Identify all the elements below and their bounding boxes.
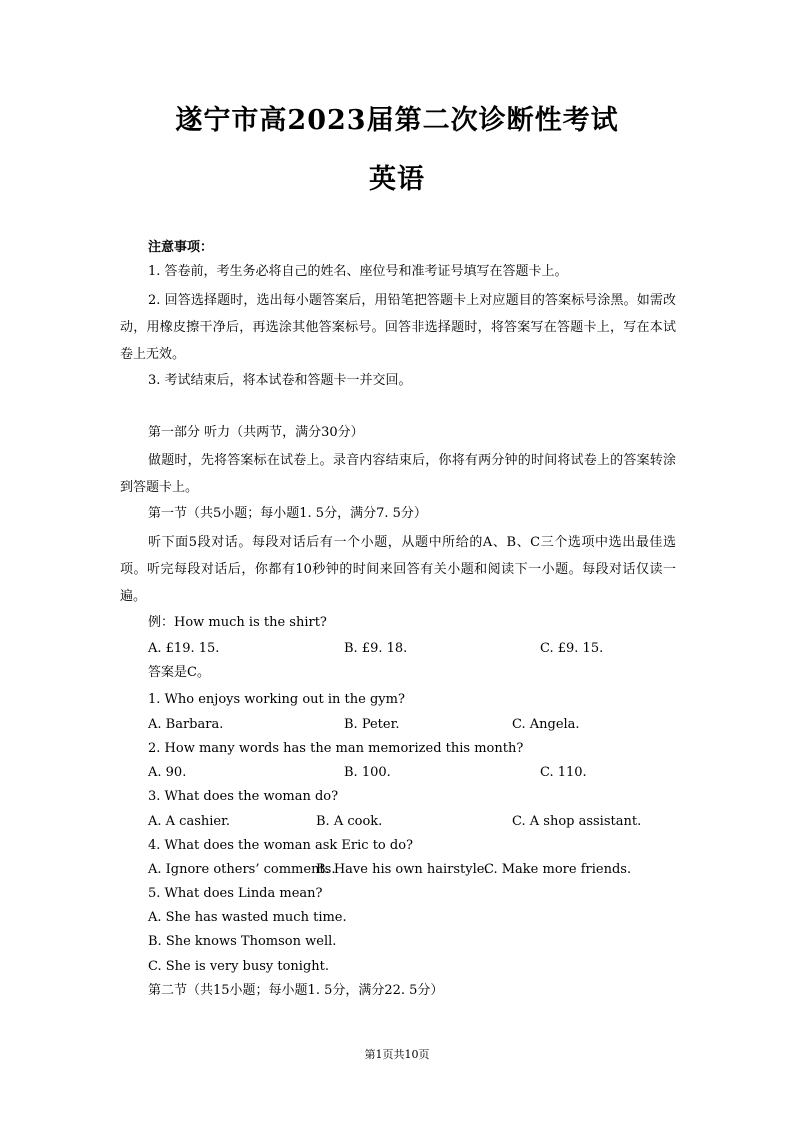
- q1-option-a: A. Barbara.: [148, 717, 224, 732]
- exam-title: 遂宁市高2023届第二次诊断性考试: [175, 105, 619, 136]
- q3-option-c: C. A shop assistant.: [512, 814, 642, 829]
- section1-intro: 听下面5段对话。每段对话后有一个小题，从题中所给的A、B、C三个选项中选出最佳选项。听完每段对话后，你都有10秒钟的时间来回答有关小题和阅读下一小题。每段对话仅读一遍。: [120, 535, 676, 604]
- question-1: 1. Who enjoys working out in the gym?: [148, 692, 405, 707]
- notice-item-3: 3. 考试结束后，将本试卷和答题卡一并交回。: [148, 373, 412, 388]
- example-option-a: A. £19. 15.: [148, 641, 220, 656]
- part1-heading: 第一部分 听力（共两节，满分30分）: [148, 425, 364, 440]
- question-3: 3. What does the woman do?: [148, 789, 339, 804]
- q3-option-a: A. A cashier.: [148, 814, 231, 829]
- subject-title: 英语: [369, 164, 425, 195]
- part1-intro: 做题时，先将答案标在试卷上。录音内容结束后，你将有两分钟的时间将试卷上的答案转涂到答题卡上。: [120, 453, 676, 495]
- q2-option-b: B. 100.: [344, 765, 391, 780]
- q1-option-b: B. Peter.: [344, 717, 400, 732]
- q2-option-a: A. 90.: [148, 765, 187, 780]
- q3-option-b: B. A cook.: [316, 814, 383, 829]
- q5-option-a: A. She has wasted much time.: [148, 910, 347, 925]
- q5-option-b: B. She knows Thomson well.: [148, 934, 337, 949]
- q1-option-c: C. Angela.: [512, 717, 580, 732]
- q4-option-a: A. Ignore others’ comments.: [148, 862, 336, 877]
- notice-item-1: 1. 答卷前，考生务必将自己的姓名、座位号和准考证号填写在答题卡上。: [148, 264, 568, 279]
- section2-heading: 第二节（共15小题；每小题1. 5分，满分22. 5分）: [148, 983, 444, 998]
- q5-option-c: C. She is very busy tonight.: [148, 959, 330, 974]
- q4-option-b: B. Have his own hairstyle.: [316, 862, 489, 877]
- notice-item-2: 2. 回答选择题时，选出每小题答案后，用铅笔把答题卡上对应题目的答案标号涂黑。如需改动，用橡皮擦干净后，再选涂其他答案标号。回答非选择题时，将答案写在答题卡上，写在本试卷上无效。: [120, 293, 676, 362]
- example-answer: 答案是C。: [148, 665, 210, 680]
- question-4: 4. What does the woman ask Eric to do?: [148, 838, 413, 853]
- page-number: 第1页共10页: [364, 1048, 430, 1061]
- example-question: 例：How much is the shirt?: [148, 615, 327, 630]
- example-option-b: B. £9. 18.: [344, 641, 408, 656]
- section1-heading: 第一节（共5小题；每小题1. 5分，满分7. 5分）: [148, 506, 427, 521]
- example-option-c: C. £9. 15.: [540, 641, 604, 656]
- question-5: 5. What does Linda mean?: [148, 886, 323, 901]
- question-2: 2. How many words has the man memorized this month?: [148, 741, 524, 756]
- notice-heading: 注意事项：: [148, 240, 214, 255]
- q2-option-c: C. 110.: [540, 765, 587, 780]
- q4-option-c: C. Make more friends.: [484, 862, 632, 877]
